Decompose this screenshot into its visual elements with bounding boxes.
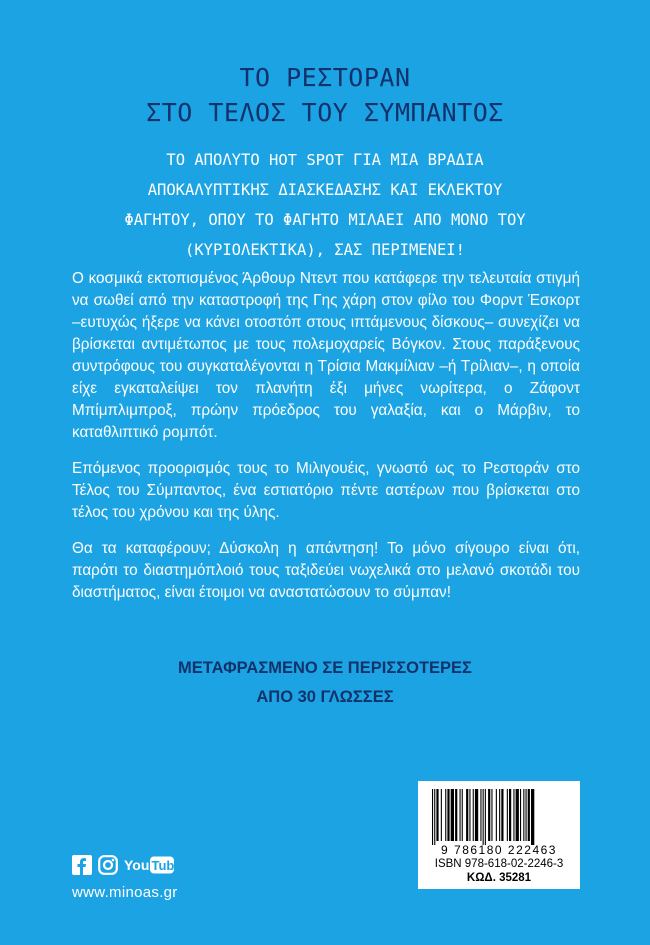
barcode-bar	[485, 789, 486, 845]
translated-note-line-1: ΜΕΤΑΦΡΑΣΜΕΝΟ ΣΕ ΠΕΡΙΣΣΟΤΕΡΕΣ	[178, 659, 472, 677]
barcode-bar	[460, 789, 461, 841]
tagline-line-2: ΑΠΟΚΑΛΥΠΤΙΚΗΣ ΔΙΑΣΚΕΔΑΣΗΣ ΚΑΙ ΕΚΛΕΚΤΟΥ	[147, 181, 503, 199]
publisher-website[interactable]: www.minoas.gr	[72, 884, 178, 901]
blurb-paragraph-2: Επόμενος προορισμός τους το Μιλιγουέις, γνωστό ως το Ρεστοράν στο Τέλος του Σύμπαντος, ένα εστιατόριο πέντε αστέρων που βρίσκεται στο τέλος του χρόνου και της ύλης.	[72, 460, 580, 521]
barcode-bar	[451, 789, 454, 841]
barcode-bar	[496, 789, 497, 841]
book-title-line-1: ΤΟ ΡΕΣΤΟΡΑΝ	[239, 63, 411, 92]
barcode-bar	[520, 789, 521, 841]
barcode-bar	[447, 789, 449, 841]
barcode-number: 9 786180 222463	[441, 843, 557, 857]
barcode-bar	[507, 789, 508, 841]
barcode-bar	[480, 789, 481, 841]
barcode-bar	[445, 789, 446, 841]
youtube-icon[interactable]	[124, 855, 182, 875]
barcode-bar	[483, 789, 484, 845]
barcode-bar	[531, 789, 534, 845]
barcode-bar	[501, 789, 503, 841]
barcode-bar	[432, 789, 433, 845]
barcode-bar	[441, 789, 442, 841]
tagline	[60, 145, 590, 265]
isbn-label: ISBN 978-618-02-2246-3	[434, 858, 564, 870]
barcode-bar	[436, 789, 438, 841]
instagram-icon[interactable]	[98, 855, 118, 875]
product-code: ΚΩΔ. 35281	[466, 872, 532, 884]
book-title	[0, 60, 650, 130]
barcode-bar	[475, 789, 478, 841]
translated-note	[0, 654, 650, 712]
barcode-panel	[418, 781, 580, 889]
barcode-bar	[488, 789, 490, 841]
barcode-bar	[526, 789, 527, 841]
barcode-image	[418, 781, 580, 845]
barcode-bar	[469, 789, 470, 841]
blurb	[72, 268, 580, 618]
barcode-bar	[473, 789, 474, 841]
barcode-bar	[455, 789, 457, 841]
social-icons	[72, 855, 182, 875]
barcode-bar	[434, 789, 435, 845]
youtube-you-text: You	[124, 857, 150, 873]
blurb-paragraph-1: Ο κοσμικά εκτοπισμένος Άρθουρ Ντεντ που κατάφερε την τελευταία στιγμή να σωθεί από την καταστροφή της Γης χάρη στον φίλο του Φορντ Έσκορτ –ευτυχώς ήξερε να κάνει οτοστόπ στους ιπτάμενους δίσκους– συνεχίζει να βρίσκεται αντιμέτωπος με τους πολεμοχαρείς Βόγκον. Στους παράξενους συντρόφους του συγκαταλέγονται η Τρίσια Μακμίλιαν –ή Τρίλιαν–, η οποία είχε εγκαταλείψει τον πλανήτη έξι μήνες νωρίτερα, ο Ζάφοντ Μπίμπλιμπροξ, πρώην πρόεδρος του γαλαξία, και ο Μάρβιν, το καταθλιπτικό ρομπότ.	[72, 270, 580, 441]
barcode-bar	[516, 789, 519, 841]
facebook-icon[interactable]	[72, 855, 92, 875]
barcode-bar	[491, 789, 492, 841]
tagline-line-1: ΤΟ ΑΠΟΛΥΤΟ HOT SPOT ΓΙΑ ΜΙΑ ΒΡΑΔΙΑ	[166, 151, 484, 169]
barcode-bar	[513, 789, 514, 841]
translated-note-line-2: ΑΠΟ 30 ΓΛΩΣΣΕΣ	[256, 688, 394, 706]
tagline-line-4: (ΚΥΡΙΟΛΕΚΤΙΚΑ), ΣΑΣ ΠΕΡΙΜΕΝΕΙ!	[185, 241, 465, 259]
barcode-bar	[499, 789, 500, 841]
barcode-bar	[528, 789, 530, 841]
book-title-line-2: ΣΤΟ ΤΕΛΟΣ ΤΟΥ ΣΥΜΠΑΝΤΟΣ	[146, 98, 504, 127]
youtube-tube-text: Tube	[151, 858, 182, 873]
barcode-bar	[523, 789, 524, 841]
barcode-bar	[509, 789, 511, 841]
blurb-paragraph-3: Θα τα καταφέρουν; Δύσκολη η απάντηση! Το μόνο σίγουρο είναι ότι, παρότι το διαστημόπλοιό τους ταξιδεύει νωχελικά στο μελανό σκοτάδι του διαστήματος, είναι έτοιμοι να αναστατώσουν το σύμπαν!	[72, 540, 580, 601]
tagline-line-3: ΦΑΓΗΤΟΥ, ΟΠΟΥ ΤΟ ΦΑΓΗΤΟ ΜΙΛΑΕΙ ΑΠΟ ΜΟΝΟ ΤΟΥ	[124, 211, 526, 229]
barcode-bar	[462, 789, 463, 841]
barcode-bar	[466, 789, 468, 841]
